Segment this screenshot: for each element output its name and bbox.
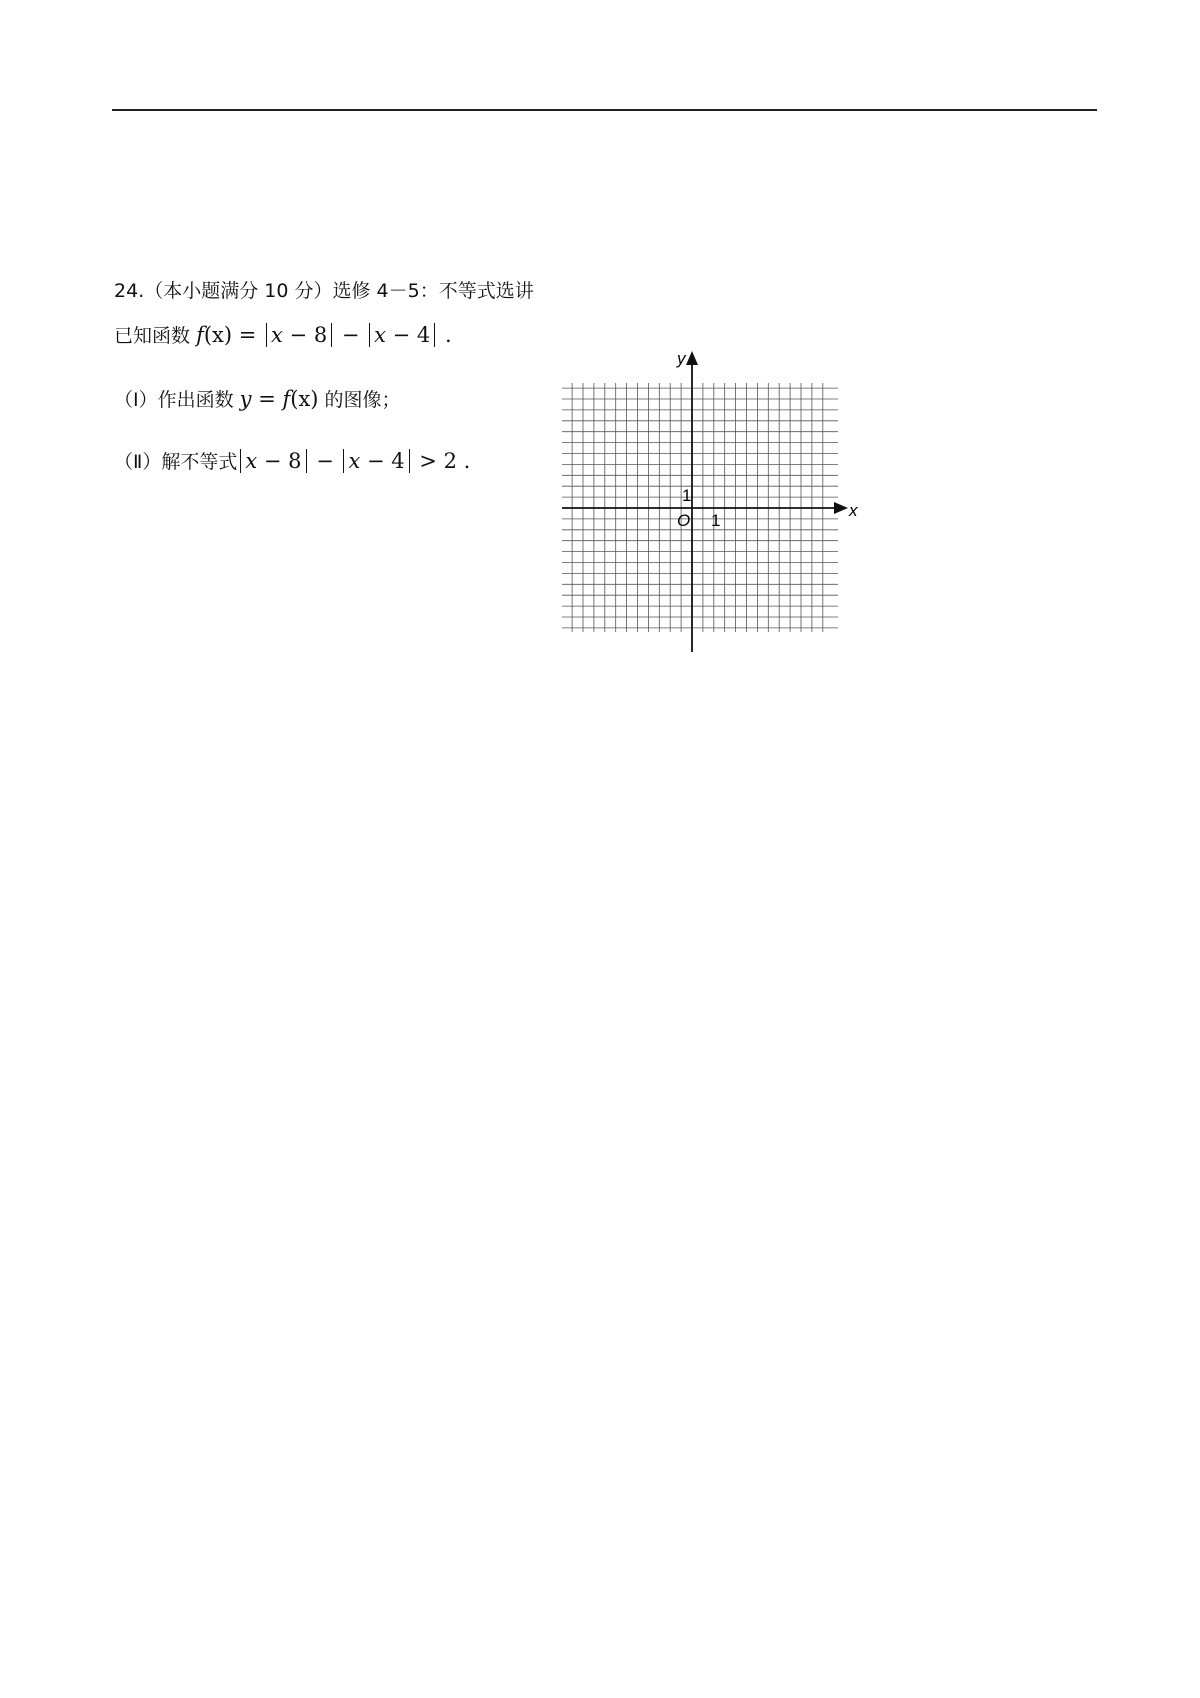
origin-label: O bbox=[677, 511, 691, 530]
part-2-inequality: x − 8 − x − 4 > 2 . bbox=[237, 449, 470, 473]
y-axis-label: y bbox=[677, 349, 686, 368]
abs-term-1: x − 8 bbox=[240, 449, 306, 473]
given-prefix: 已知函数 bbox=[114, 325, 191, 347]
abs-term-1: x − 8 bbox=[266, 323, 332, 347]
part-2-label: （Ⅱ）解不等式 bbox=[114, 451, 238, 473]
y-unit-label: 1 bbox=[682, 486, 692, 505]
abs-term-2: x − 4 bbox=[343, 449, 409, 473]
abs-term-2: x − 4 bbox=[369, 323, 435, 347]
part-1-label: （Ⅰ）作出函数 bbox=[114, 389, 234, 411]
question-header: 24.（本小题满分 10 分）选修 4－5：不等式选讲 bbox=[114, 280, 534, 302]
question-title: （本小题满分 10 分）选修 4－5：不等式选讲 bbox=[144, 280, 534, 302]
y-axis-arrow-icon bbox=[686, 351, 698, 365]
question-number: 24 bbox=[114, 280, 139, 302]
function-definition: f(x) = x − 8 − x − 4 . bbox=[196, 323, 452, 347]
x-axis-arrow-icon bbox=[834, 502, 848, 514]
part-1-function: y = f(x) bbox=[239, 387, 319, 411]
x-axis-label: x bbox=[849, 501, 858, 520]
x-unit-label: 1 bbox=[711, 511, 721, 530]
part-1-suffix: 的图像； bbox=[324, 389, 401, 411]
